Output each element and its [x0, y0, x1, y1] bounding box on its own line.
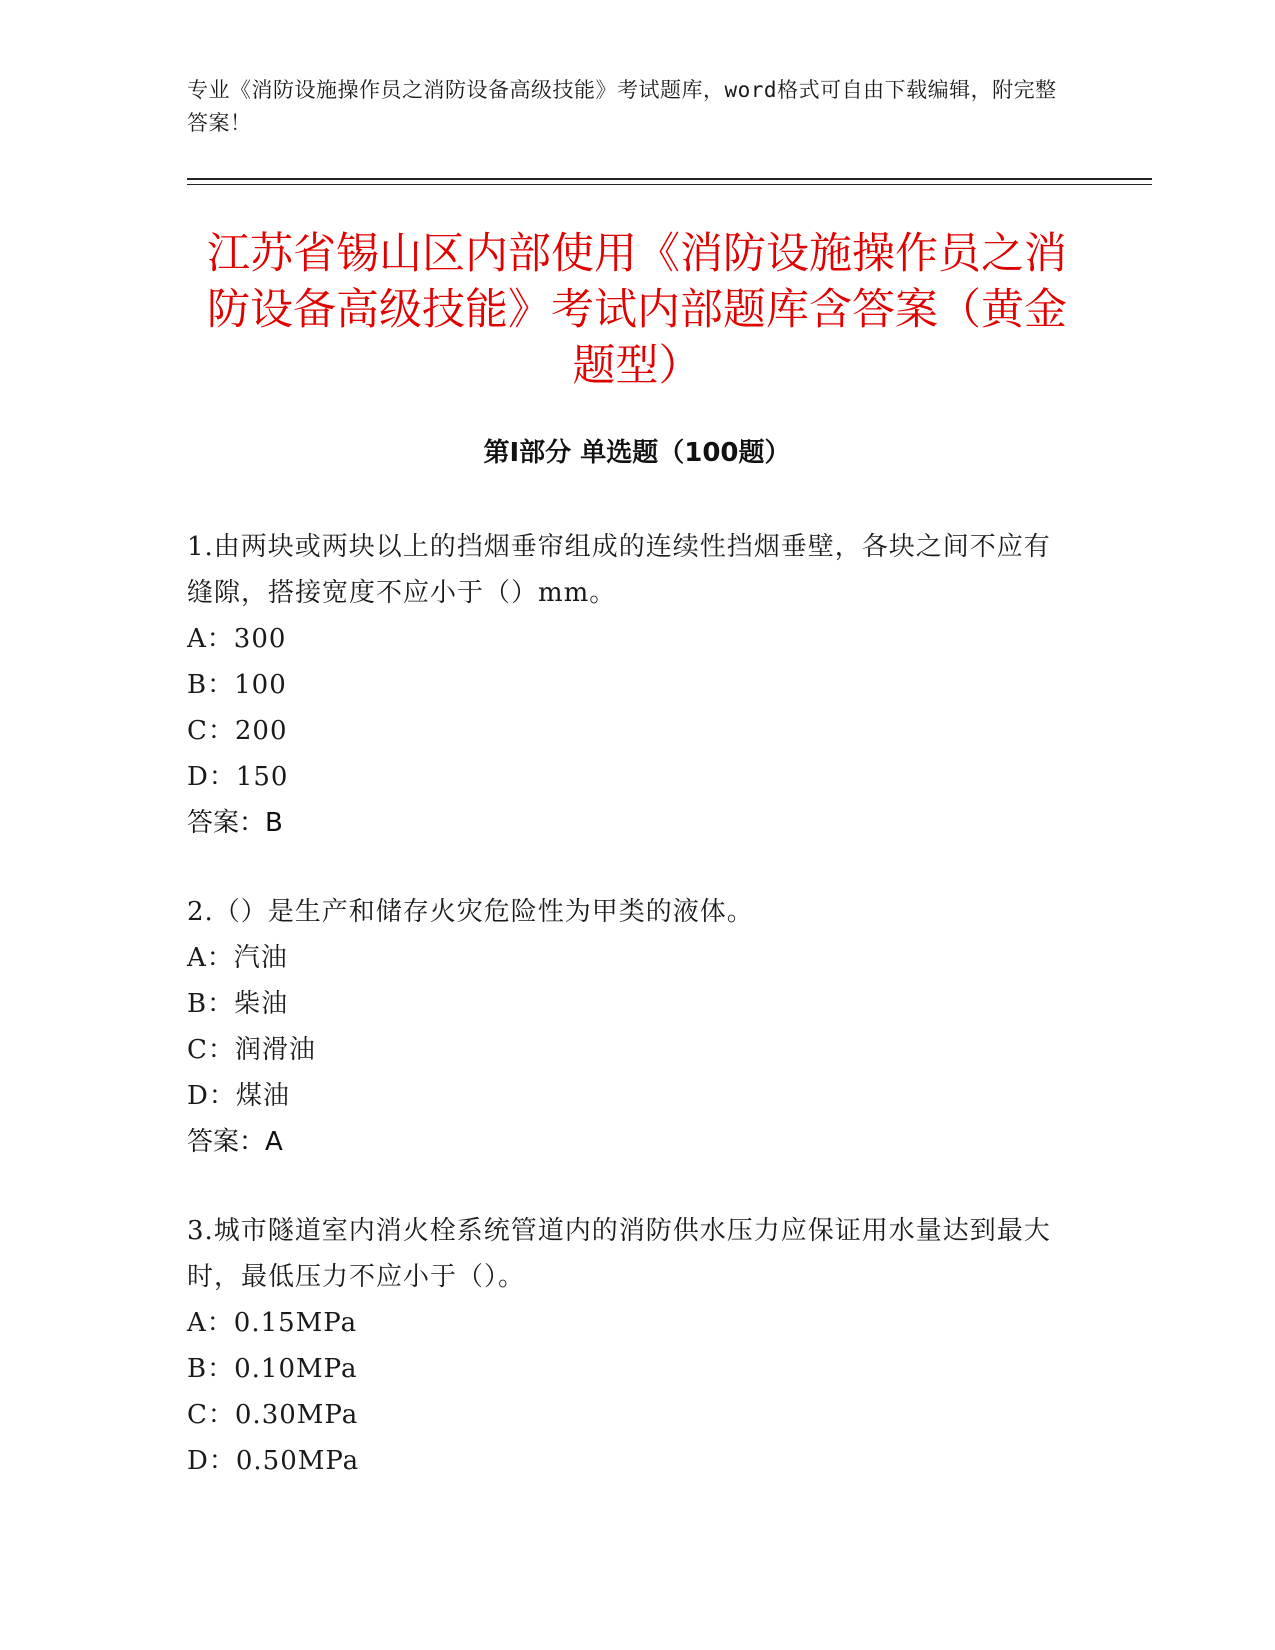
question-2	[187, 889, 1067, 1165]
section-title: 第I部分 单选题（100题）	[483, 438, 791, 468]
header-divider-thin	[187, 184, 1152, 185]
answer: 答案：A	[187, 1127, 283, 1157]
option-c: C：200	[187, 716, 288, 746]
document-title: 江苏省锡山区内部使用《消防设施操作员之消防设备高级技能》考试内部题库含答案（黄金题型）	[207, 229, 1067, 391]
question-list	[187, 524, 1067, 1527]
option-b: B：0.10MPa	[187, 1354, 358, 1384]
option-d: D：0.50MPa	[187, 1446, 360, 1476]
option-d: D：150	[187, 762, 289, 792]
header-divider-thick	[187, 178, 1152, 180]
option-c: C：0.30MPa	[187, 1400, 359, 1430]
question-stem: 3.城市隧道室内消火栓系统管道内的消防供水压力应保证用水量达到最大时，最低压力不应小于（）。	[187, 1216, 1051, 1292]
option-d: D：煤油	[187, 1081, 290, 1111]
option-a: A：0.15MPa	[187, 1308, 358, 1338]
question-stem: 2.（）是生产和储存火灾危险性为甲类的液体。	[187, 897, 754, 927]
option-b: B：柴油	[187, 989, 289, 1019]
question-1	[187, 524, 1067, 846]
option-b: B：100	[187, 670, 287, 700]
header-note: 专业《消防设施操作员之消防设备高级技能》考试题库，word格式可自由下载编辑，附完整答案！	[187, 78, 1057, 135]
option-c: C：润滑油	[187, 1035, 316, 1065]
question-stem: 1.由两块或两块以上的挡烟垂帘组成的连续性挡烟垂壁，各块之间不应有缝隙，搭接宽度不应小于（）mm。	[187, 532, 1051, 608]
question-3	[187, 1208, 1067, 1484]
option-a: A：汽油	[187, 943, 288, 973]
answer: 答案：B	[187, 808, 283, 838]
option-a: A：300	[187, 624, 287, 654]
